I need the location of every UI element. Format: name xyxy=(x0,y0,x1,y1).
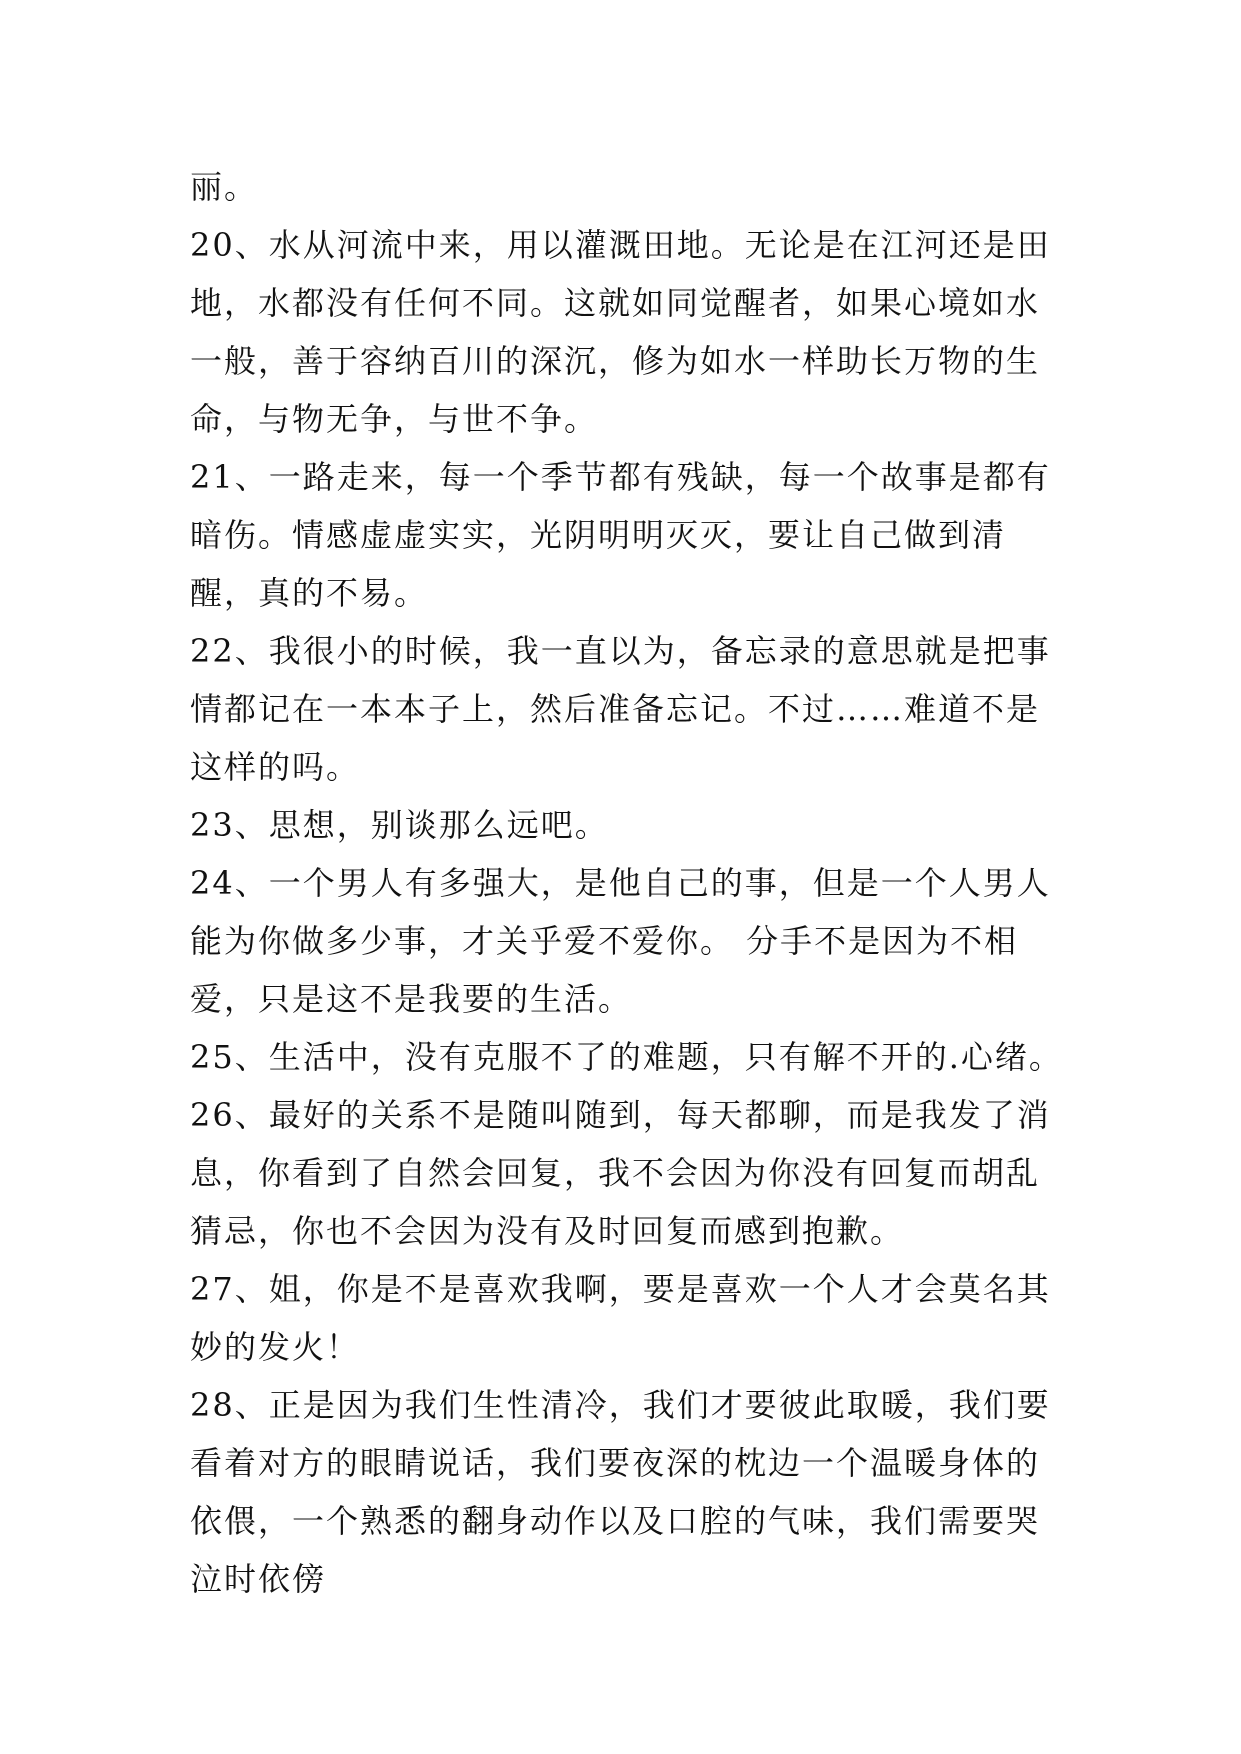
paragraph-23: 23、思想，别谈那么远吧。 xyxy=(190,806,609,844)
paragraph-continuation: 丽。 xyxy=(190,168,259,206)
paragraph-21: 21、一路走来，每一个季节都有残缺，每一个故事是都有暗伤。情感虚虚实实，光阴明明灭灭，要让自己做到清醒，真的不易。 xyxy=(190,458,1051,612)
text-column xyxy=(190,158,1070,1608)
paragraph-26: 26、最好的关系不是随叫随到，每天都聊，而是我发了消息，你看到了自然会回复，我不会因为你没有回复而胡乱猜忌，你也不会因为没有及时回复而感到抱歉。 xyxy=(190,1096,1051,1250)
paragraph-22: 22、我很小的时候，我一直以为，备忘录的意思就是把事情都记在一本本子上，然后准备忘记。不过……难道不是这样的吗。 xyxy=(190,632,1051,786)
paragraph-24: 24、一个男人有多强大，是他自己的事，但是一个人男人能为你做多少事，才关乎爱不爱你。 分手不是因为不相爱，只是这不是我要的生活。 xyxy=(190,864,1051,1018)
paragraph-20: 20、水从河流中来，用以灌溉田地。无论是在江河还是田地，水都没有任何不同。这就如同觉醒者，如果心境如水一般，善于容纳百川的深沉，修为如水一样助长万物的生命，与物无争，与世不争。 xyxy=(190,226,1051,438)
paragraph-25: 25、生活中，没有克服不了的难题，只有解不开的.心绪。 xyxy=(190,1038,1063,1076)
paragraph-28: 28、正是因为我们生性清冷，我们才要彼此取暖，我们要看着对方的眼睛说话，我们要夜深的枕边一个温暖身体的依偎，一个熟悉的翻身动作以及口腔的气味，我们需要哭泣时依傍 xyxy=(190,1386,1051,1598)
paragraph-27: 27、姐，你是不是喜欢我啊，要是喜欢一个人才会莫名其妙的发火！ xyxy=(190,1270,1051,1366)
